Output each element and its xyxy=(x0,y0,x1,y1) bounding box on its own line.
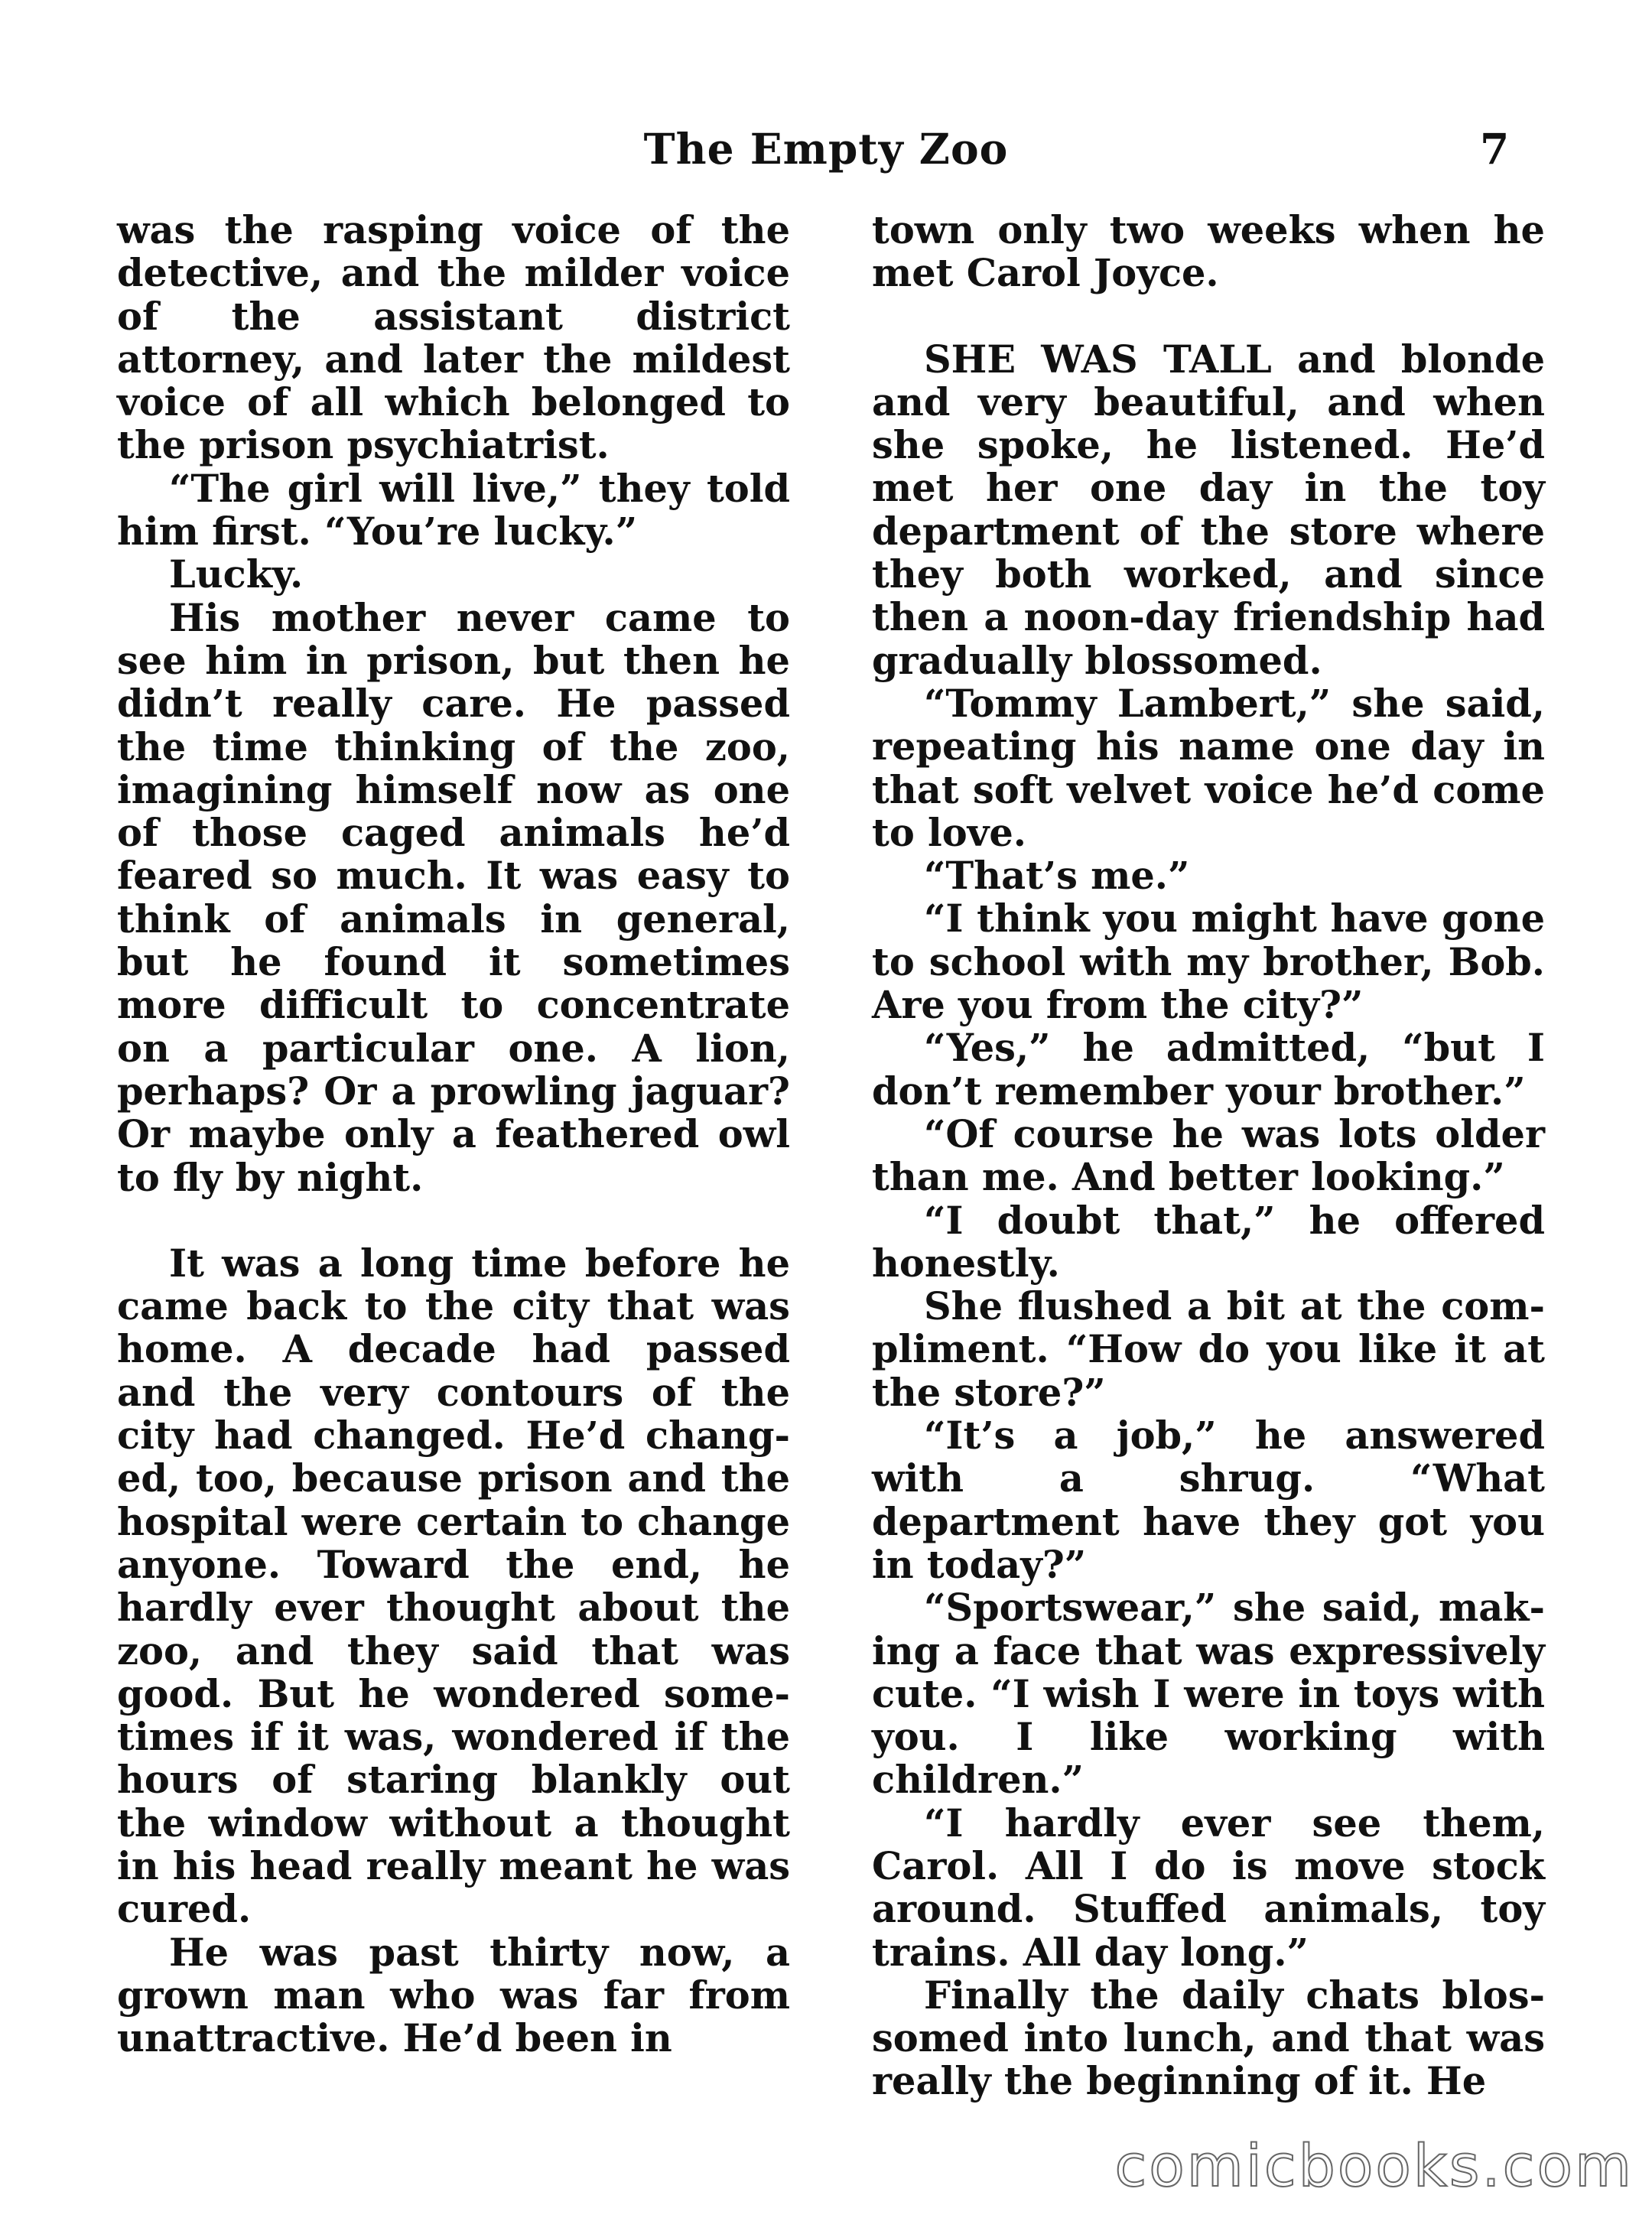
page-title: The Empty Zoo xyxy=(643,124,1009,174)
page-number: 7 xyxy=(1480,124,1510,174)
paragraph: “Tommy Lambert,” she said, repeating his name one day in that soft velvet voice he’d come to love. xyxy=(872,681,1545,855)
paragraph: Finally the daily chats blossomed into lunch, and that was really the beginning of it. He xyxy=(872,1972,1545,2104)
paragraph: “I doubt that,” he offered honestly. xyxy=(872,1198,1545,1286)
paragraph: “Yes,” he admitted, “but I don’t remember your brother.” xyxy=(872,1026,1545,1114)
paragraph: “The girl will live,” they told him first. “You’re lucky.” xyxy=(117,466,790,554)
paragraph: “It’s a job,” he answered with a shrug. “What department have they got you in today?” xyxy=(872,1413,1545,1587)
paragraph: Lucky. xyxy=(169,552,304,597)
right-column xyxy=(872,209,1545,2103)
paragraph: town only two weeks when he met Carol Joyce. xyxy=(872,208,1545,296)
paragraph: was the rasping voice of the detective, and the milder voice of the assistant district attorney, and later the mildest voice of all which belonged to the prison psychiatrist. xyxy=(117,208,790,468)
paragraph: He was past thirty now, a grown man who was far from unattractive. He’d been in xyxy=(117,1930,790,2061)
paragraph: “Of course he was lots older than me. And better looking.” xyxy=(872,1111,1545,1200)
paragraph: SHE WAS TALL and blonde and very beautiful, and when she spoke, he listened. He’d met her one day in the toy department of the store where they both worked, and since then a noon-day friendship had gradually blossomed. xyxy=(872,337,1545,683)
paragraph: “I think you might have gone to school with my brother, Bob. Are you from the city?” xyxy=(872,896,1545,1028)
paragraph: It was a long time before he came back to the city that was home. A decade had passed and the very contours of the city had changed. He’d changed, too, because prison and the hospital were certain to change anyone. Toward the end, he hardly ever thought about the zoo, and they said that was good. But he wondered sometimes if it was, wondered if the hours of staring blankly out the window without a thought in his head really meant he was cured. xyxy=(117,1241,790,1932)
paragraph: “Sportswear,” she said, making a face that was expressively cute. “I wish I were in toys with you. I like working with children.” xyxy=(872,1585,1545,1803)
left-column xyxy=(117,209,790,2060)
paragraph: She flushed a bit at the compliment. “How do you like it at the store?” xyxy=(872,1284,1545,1415)
watermark: comicbooks.com xyxy=(1114,2132,1634,2200)
paragraph: His mother never came to see him in prison, but then he didn’t really care. He passed the time thinking of the zoo, imagining himself now as one of those caged animals he’d feared so much. It was easy to think of animals in general, but he found it sometimes more difficult to concentrate on a particular one. A lion, perhaps? Or a prowling jaguar? Or maybe only a feathered owl to fly by night. xyxy=(117,595,790,1200)
paragraph: “That’s me.” xyxy=(924,854,1190,899)
paragraph: “I hardly ever see them, Carol. All I do is move stock around. Stuffed animals, toy trains. All day long.” xyxy=(872,1800,1545,1975)
